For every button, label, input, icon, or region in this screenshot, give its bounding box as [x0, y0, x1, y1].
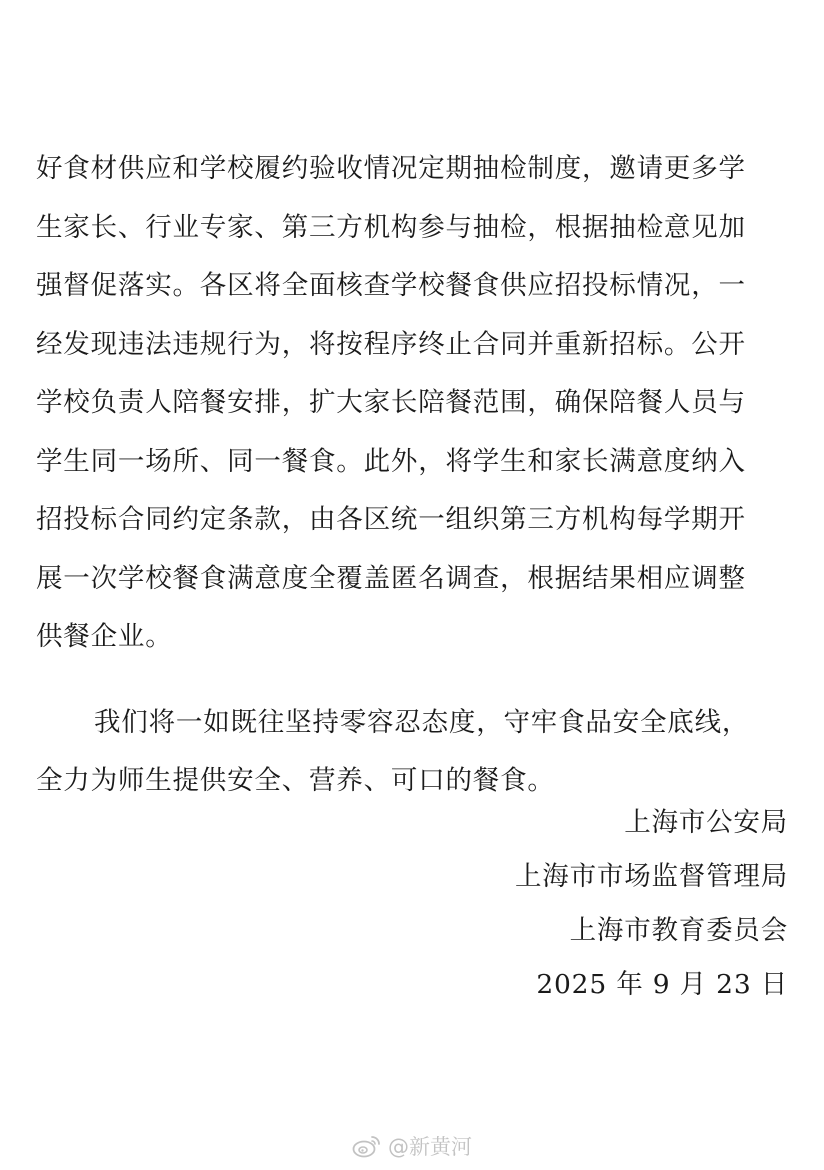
document-body — [36, 140, 796, 811]
watermark-text: @新黄河 — [388, 1135, 472, 1159]
text-line: 全力为师生提供安全、营养、可口的餐食。 — [36, 765, 555, 796]
text-line: 学校负责人陪餐安排，扩大家长陪餐范围，确保陪餐人员与 — [36, 387, 746, 418]
text-line: 招投标合同约定条款，由各区统一组织第三方机构每学期开 — [36, 504, 746, 535]
signing-org-education: 上海市教育委员会 — [569, 915, 788, 946]
text-line: 供餐企业。 — [36, 621, 173, 652]
paragraph-1 — [36, 140, 796, 667]
signing-date: 2025 年 9 月 23 日 — [536, 969, 788, 1000]
text-line: 学生同一场所、同一餐食。此外，将学生和家长满意度纳入 — [36, 445, 746, 477]
text-line: 经发现违法违规行为，将按程序终止合同并重新招标。公开 — [36, 328, 746, 360]
signing-org-market-regulation: 上海市市场监督管理局 — [515, 861, 788, 892]
watermark — [352, 1126, 472, 1166]
paragraph-gap — [36, 667, 796, 694]
text-line: 强督促落实。各区将全面核查学校餐食供应招投标情况，一 — [36, 270, 746, 301]
text-line: 生家长、行业专家、第三方机构参与抽检，根据抽检意见加 — [36, 211, 746, 243]
text-line: 展一次学校餐食满意度全覆盖匿名调查，根据结果相应调整 — [36, 562, 746, 594]
text-line: 好食材供应和学校履约验收情况定期抽检制度，邀请更多学 — [36, 153, 746, 184]
paragraph-2 — [36, 694, 796, 811]
weibo-icon — [352, 1133, 382, 1159]
signature-block — [515, 796, 788, 1012]
text-line: 我们将一如既往坚持零容忍态度，守牢食品安全底线， — [94, 706, 750, 738]
signing-org-police: 上海市公安局 — [624, 807, 788, 838]
